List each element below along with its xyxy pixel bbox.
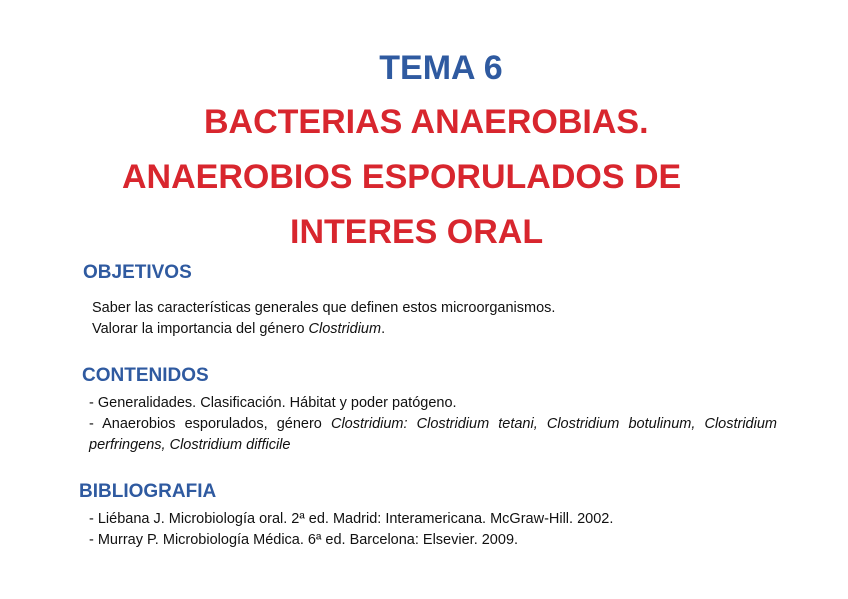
topic-number: TEMA 6 (379, 49, 503, 87)
title-line-1: BACTERIAS ANAEROBIAS. (204, 103, 649, 141)
bibliografia-heading: BIBLIOGRAFIA (79, 481, 217, 502)
contenido-item: - Generalidades. Clasificación. Hábitat y poder patógeno. (89, 395, 457, 411)
title-line-3: INTERES ORAL (290, 213, 544, 251)
objetivo-period: . (381, 321, 386, 337)
contenido-text: - Anaerobios esporulados, género (89, 416, 331, 432)
contenido-item (89, 414, 777, 456)
objetivo-genus: Clostridium (308, 321, 382, 337)
objetivos-heading: OBJETIVOS (83, 262, 192, 283)
contenidos-heading: CONTENIDOS (82, 365, 209, 386)
contenido-species: Clostridium: Clostridium tetani, Clostridium botulinum, Clostridium perfringens, Clostridium difficile (89, 416, 777, 453)
objetivos-list (92, 298, 792, 340)
title-line-2: ANAEROBIOS ESPORULADOS DE (122, 158, 682, 196)
reference-item: - Murray P. Microbiología Médica. 6ª ed. Barcelona: Elsevier. 2009. (89, 532, 519, 548)
objetivo-item: Saber las características generales que definen estos microorganismos. (92, 300, 556, 316)
objetivo-item (92, 319, 792, 340)
bibliografia-list (89, 509, 789, 551)
objetivo-text: Valorar la importancia del género (92, 321, 309, 337)
contenidos-list (89, 393, 777, 456)
reference-item: - Liébana J. Microbiología oral. 2ª ed. Madrid: Interamericana. McGraw-Hill. 2002. (89, 511, 614, 527)
